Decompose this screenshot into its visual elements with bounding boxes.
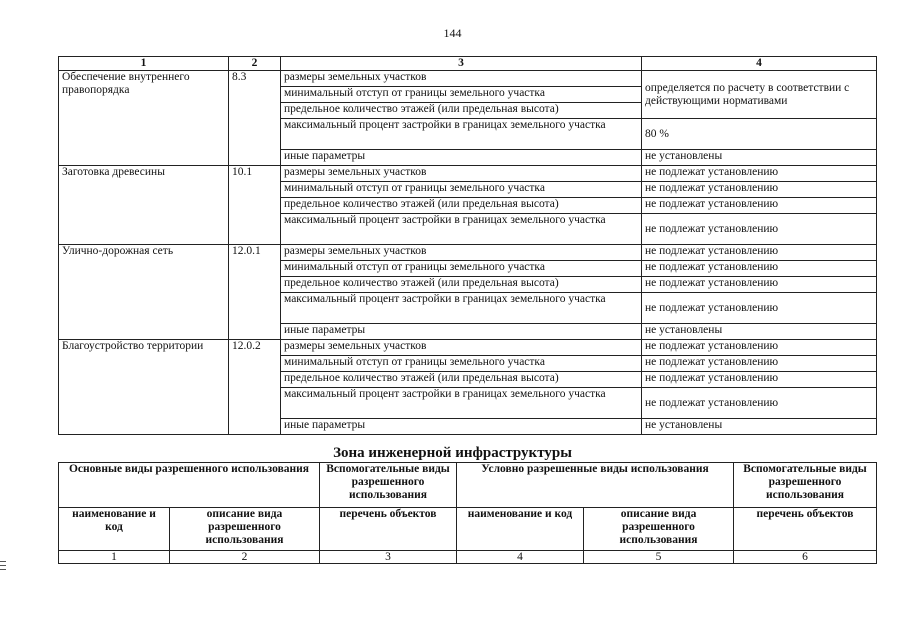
parameter-value: не подлежат установлению xyxy=(642,277,877,293)
column-index: 4 xyxy=(457,551,584,564)
scan-edge-mark xyxy=(0,561,6,562)
column-index: 3 xyxy=(320,551,457,564)
table-row xyxy=(59,71,877,87)
use-type-name: Заготовка древесины xyxy=(59,166,229,245)
parameter-name: минимальный отступ от границы земельного участка xyxy=(281,87,642,103)
scan-edge-mark xyxy=(0,565,6,566)
parameter-name: иные параметры xyxy=(281,324,642,340)
table-header-row xyxy=(59,463,877,508)
objects-list-header: перечень объектов xyxy=(320,508,457,551)
table-row xyxy=(59,245,877,261)
parameter-name: максимальный процент застройки в границах земельного участка xyxy=(281,119,642,150)
column-index-row xyxy=(59,551,877,564)
table-subheader-row xyxy=(59,508,877,551)
parameter-value: не подлежат установлению xyxy=(642,261,877,277)
parameter-name: размеры земельных участков xyxy=(281,245,642,261)
parameter-value: не подлежат установлению xyxy=(642,372,877,388)
parameter-value: не подлежат установлению xyxy=(642,198,877,214)
parameter-name: минимальный отступ от границы земельного участка xyxy=(281,356,642,372)
parameter-value: определяется по расчету в соответствии с действующими нормативами xyxy=(642,71,877,119)
column-index: 2 xyxy=(170,551,320,564)
parameter-value: не подлежат установлению xyxy=(642,293,877,324)
parameter-name: максимальный процент застройки в границах земельного участка xyxy=(281,214,642,245)
parameter-name: иные параметры xyxy=(281,150,642,166)
column-header: 2 xyxy=(229,57,281,71)
table-row xyxy=(59,166,877,182)
auxiliary-use-types-header-2: Вспомогательные виды разрешенного использования xyxy=(734,463,877,508)
column-header: 4 xyxy=(642,57,877,71)
parameter-value: не подлежат установлению xyxy=(642,388,877,419)
parameter-name: иные параметры xyxy=(281,419,642,435)
parameter-name: минимальный отступ от границы земельного участка xyxy=(281,261,642,277)
use-type-code: 8.3 xyxy=(229,71,281,166)
column-header: 1 xyxy=(59,57,229,71)
parameter-name: максимальный процент застройки в границах земельного участка xyxy=(281,293,642,324)
parameter-value: не подлежат установлению xyxy=(642,245,877,261)
parameter-value: не подлежат установлению xyxy=(642,182,877,198)
objects-list-header-2: перечень объектов xyxy=(734,508,877,551)
auxiliary-use-types-header: Вспомогательные виды разрешенного использования xyxy=(320,463,457,508)
column-index: 1 xyxy=(59,551,170,564)
zone-title: Зона инженерной инфраструктуры xyxy=(333,445,572,461)
name-and-code-header: наименование и код xyxy=(59,508,170,551)
parameter-value: не подлежат установлению xyxy=(642,356,877,372)
land-use-parameters-table xyxy=(58,56,877,435)
page-number: 144 xyxy=(443,26,462,40)
use-description-header-2: описание вида разрешенного использования xyxy=(584,508,734,551)
parameter-name: размеры земельных участков xyxy=(281,166,642,182)
parameter-value: 80 % xyxy=(642,119,877,150)
parameter-value: не установлены xyxy=(642,419,877,435)
parameter-value: не установлены xyxy=(642,150,877,166)
table-header-row xyxy=(59,57,877,71)
parameter-name: максимальный процент застройки в границах земельного участка xyxy=(281,388,642,419)
name-and-code-header-2: наименование и код xyxy=(457,508,584,551)
use-type-code: 12.0.2 xyxy=(229,340,281,435)
parameter-name: предельное количество этажей (или предельная высота) xyxy=(281,103,642,119)
parameter-value: не установлены xyxy=(642,324,877,340)
column-header: 3 xyxy=(281,57,642,71)
column-index: 6 xyxy=(734,551,877,564)
use-type-name: Обеспечение внутреннего правопорядка xyxy=(59,71,229,166)
use-type-code: 10.1 xyxy=(229,166,281,245)
use-type-name: Улично-дорожная сеть xyxy=(59,245,229,340)
use-description-header: описание вида разрешенного использования xyxy=(170,508,320,551)
parameter-name: предельное количество этажей (или предельная высота) xyxy=(281,277,642,293)
scan-edge-mark xyxy=(0,569,6,570)
parameter-name: предельное количество этажей (или предельная высота) xyxy=(281,198,642,214)
table-row xyxy=(59,340,877,356)
use-type-code: 12.0.1 xyxy=(229,245,281,340)
parameter-value: не подлежат установлению xyxy=(642,214,877,245)
parameter-value: не подлежат установлению xyxy=(642,340,877,356)
column-index: 5 xyxy=(584,551,734,564)
parameter-name: размеры земельных участков xyxy=(281,340,642,356)
parameter-value: не подлежат установлению xyxy=(642,166,877,182)
parameter-name: предельное количество этажей (или предельная высота) xyxy=(281,372,642,388)
parameter-name: размеры земельных участков xyxy=(281,71,642,87)
conditional-use-types-header: Условно разрешенные виды использования xyxy=(457,463,734,508)
main-use-types-header: Основные виды разрешенного использования xyxy=(59,463,320,508)
parameter-name: минимальный отступ от границы земельного участка xyxy=(281,182,642,198)
use-type-name: Благоустройство территории xyxy=(59,340,229,435)
zone-use-types-table xyxy=(58,462,877,564)
